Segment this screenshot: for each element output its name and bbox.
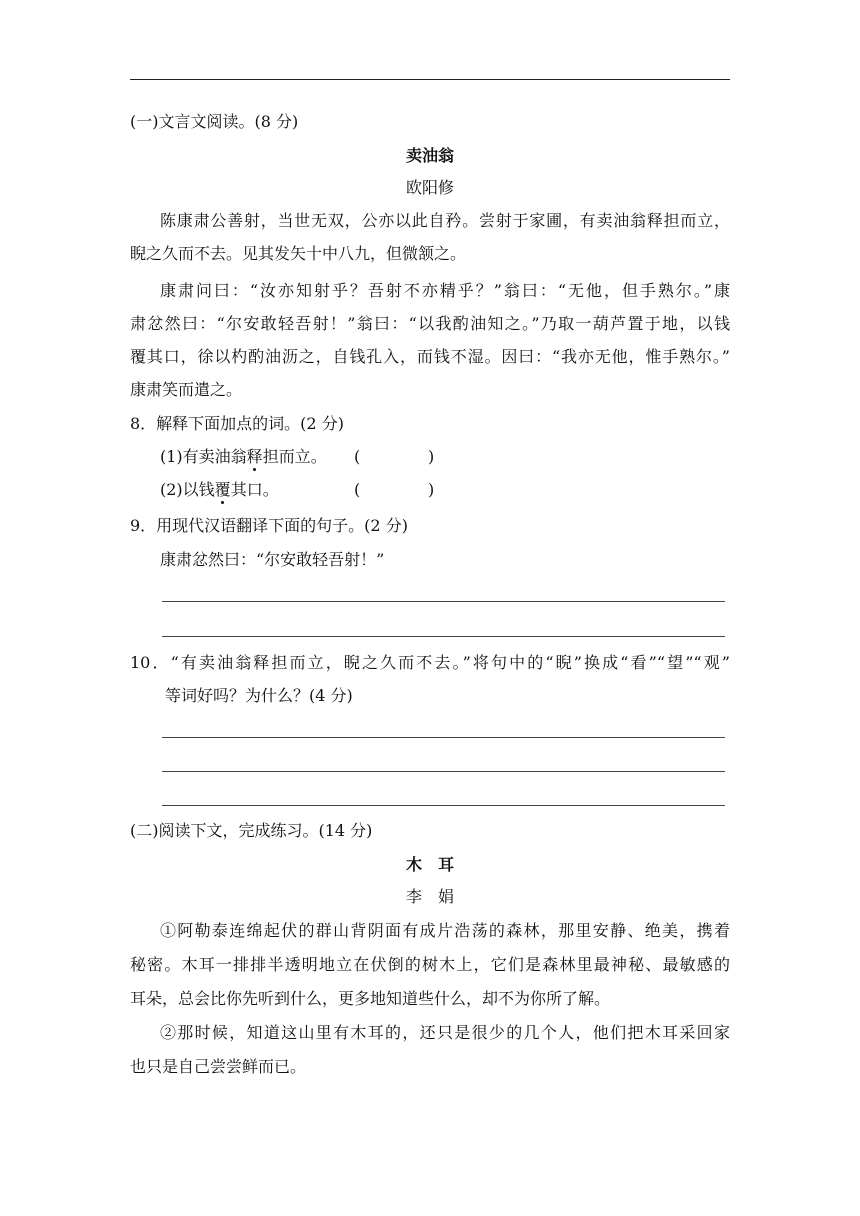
answer-line[interactable]	[162, 636, 725, 637]
text-line: 覆其口，徐以杓酌油沥之，自钱孔入，而钱不湿。因曰：“我亦无他，惟手熟尔。”	[130, 347, 730, 366]
blank-close: )	[428, 480, 435, 499]
text-line: ①阿勒泰连绵起伏的群山背阴面有成片浩荡的森林，那里安静、绝美，携着	[160, 921, 730, 940]
item-text: 担而立。	[262, 447, 327, 466]
section1-header: (一)文言文阅读。(8 分)	[130, 112, 299, 131]
question-10-stem-cont: 等词好吗？为什么？(4 分)	[165, 686, 353, 705]
item-text: (1)有卖油翁	[160, 447, 247, 466]
blank-open: (	[354, 480, 361, 499]
text-line: 肃忿然曰：“尔安敢轻吾射！”翁曰：“以我酌油知之。”乃取一葫芦置于地，以钱	[130, 314, 730, 333]
question-8-item-2	[160, 479, 279, 501]
answer-line[interactable]	[162, 737, 725, 738]
section2-header: (二)阅读下文，完成练习。(14 分)	[130, 821, 373, 840]
dotted-character: 释	[246, 447, 263, 466]
question-9-stem: 9．用现代汉语翻译下面的句子。(2 分)	[130, 516, 408, 535]
item-text: (2)以钱	[160, 480, 215, 499]
text-line: 康肃笑而遣之。	[130, 380, 243, 399]
answer-line[interactable]	[162, 601, 725, 602]
answer-line[interactable]	[162, 805, 725, 806]
blank-close: )	[428, 447, 435, 466]
passage-author: 李 娟	[405, 887, 454, 906]
item-text: 其口。	[230, 480, 279, 499]
top-rule	[130, 79, 730, 80]
question-8-item-1	[160, 446, 327, 468]
text-line: 也只是自己尝尝鲜而已。	[130, 1057, 307, 1076]
text-line: 秘密。木耳一排排半透明地立在伏倒的树木上，它们是森林里最神秘、最敏感的	[130, 955, 730, 974]
text-line: 睨之久而不去。见其发矢十中八九，但微颔之。	[130, 244, 467, 263]
text-line: 耳朵，总会比你先听到什么，更多地知道些什么，却不为你所了解。	[130, 989, 611, 1008]
dotted-character: 覆	[214, 480, 231, 499]
text-line: 康肃问曰：“汝亦知射乎？吾射不亦精乎？”翁曰：“无他，但手熟尔。”康	[160, 281, 730, 300]
passage-title: 木 耳	[405, 855, 454, 874]
passage-author: 欧阳修	[405, 178, 454, 197]
question-10-stem: 10．“有卖油翁释担而立，睨之久而不去。”将句中的“睨”换成“看”“望”“观”	[130, 653, 730, 672]
text-line: 陈康肃公善射，当世无双，公亦以此自矜。尝射于家圃，有卖油翁释担而立，	[160, 211, 730, 230]
blank-open: (	[354, 447, 361, 466]
text-line: ②那时候，知道这山里有木耳的，还只是很少的几个人，他们把木耳采回家	[160, 1023, 730, 1042]
passage-title: 卖油翁	[405, 146, 454, 165]
question-8-stem: 8．解释下面加点的词。(2 分)	[130, 414, 344, 433]
answer-line[interactable]	[162, 771, 725, 772]
question-9-sentence: 康肃忿然曰：“尔安敢轻吾射！”	[160, 550, 385, 569]
